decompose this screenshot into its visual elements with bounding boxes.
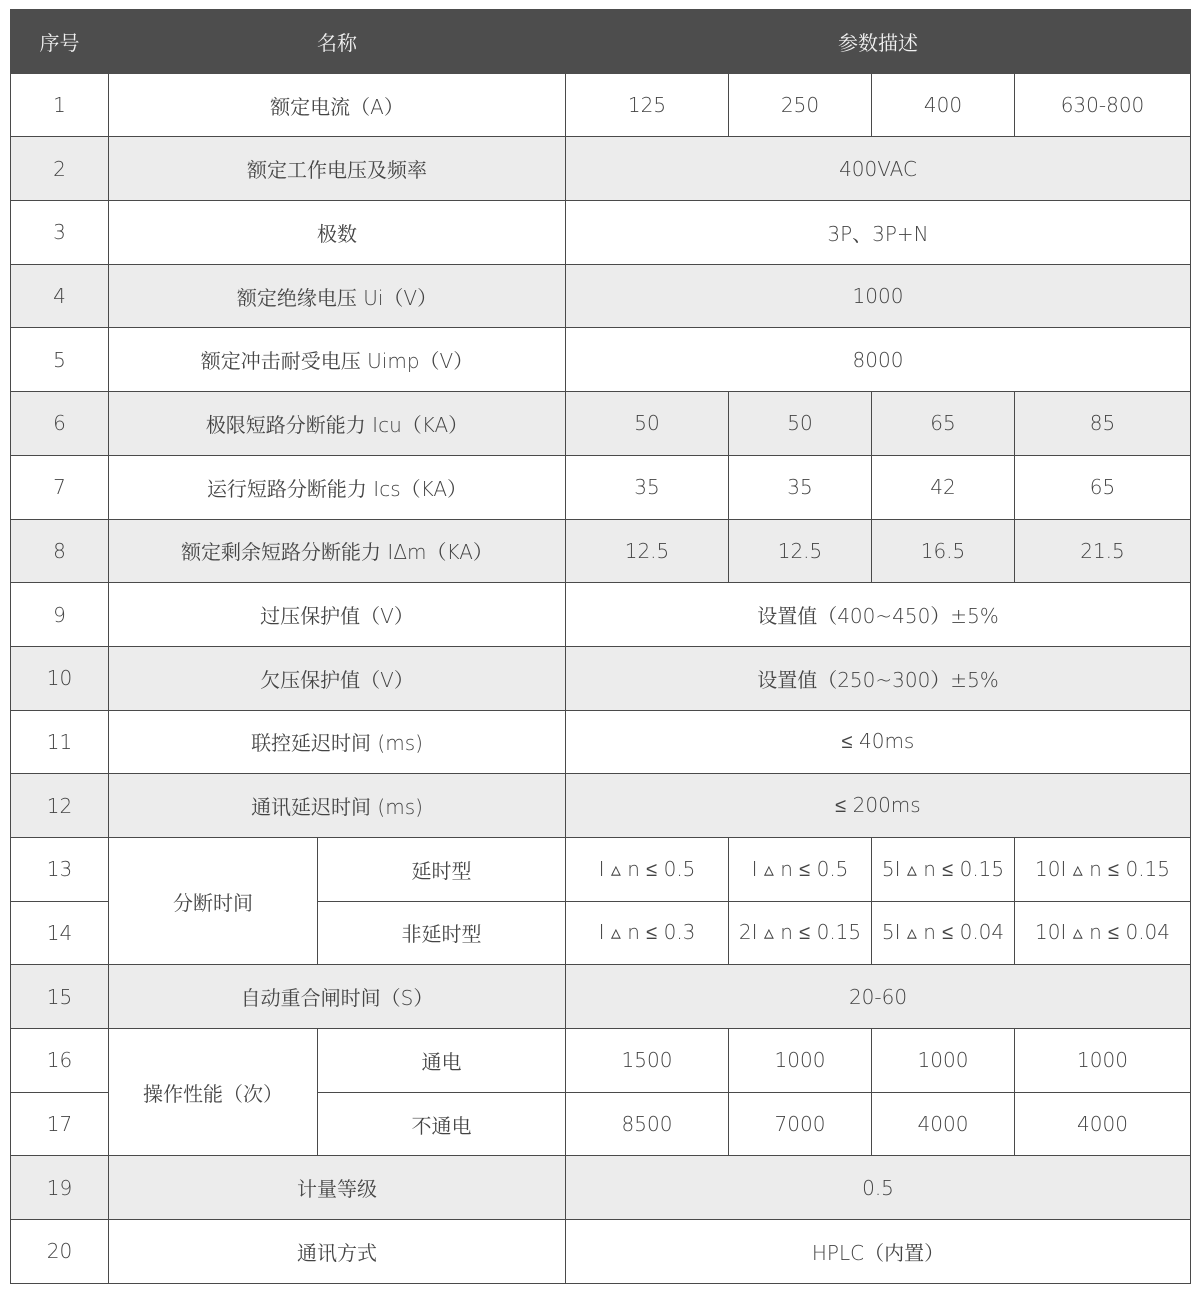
- row-value: 65: [872, 392, 1015, 456]
- row-no: 1: [11, 73, 109, 137]
- table-row: [11, 201, 1191, 265]
- row-value: 1000: [729, 1029, 872, 1093]
- row-value: HPLC（内置）: [566, 1220, 1191, 1284]
- row-value: 125: [566, 73, 729, 137]
- header-desc: 参数描述: [566, 10, 1191, 74]
- row-value: I ▵ n ≤ 0.5: [566, 837, 729, 901]
- row-name: 额定冲击耐受电压 Uimp（V）: [109, 328, 566, 392]
- row-value: 42: [872, 455, 1015, 519]
- row-no: 4: [11, 264, 109, 328]
- table-row: [11, 392, 1191, 456]
- row-no: 16: [11, 1029, 109, 1093]
- row-no: 20: [11, 1220, 109, 1284]
- row-no: 9: [11, 583, 109, 647]
- row-sub-name: 非延时型: [318, 901, 566, 965]
- table-row: [11, 1156, 1191, 1220]
- row-value: 4000: [1015, 1092, 1191, 1156]
- row-value: 50: [729, 392, 872, 456]
- row-name: 计量等级: [109, 1156, 566, 1220]
- row-value: 设置值（400~450）±5%: [566, 583, 1191, 647]
- table-row: [11, 710, 1191, 774]
- table-row: [11, 583, 1191, 647]
- row-no: 3: [11, 201, 109, 265]
- row-value: 1500: [566, 1029, 729, 1093]
- row-value: 12.5: [566, 519, 729, 583]
- row-value: 35: [566, 455, 729, 519]
- table-row: [11, 137, 1191, 201]
- row-value: 50: [566, 392, 729, 456]
- row-value: 250: [729, 73, 872, 137]
- row-name: 通讯方式: [109, 1220, 566, 1284]
- row-no: 5: [11, 328, 109, 392]
- row-value: 4000: [872, 1092, 1015, 1156]
- row-value: 设置值（250~300）±5%: [566, 646, 1191, 710]
- row-value: 10I ▵ n ≤ 0.04: [1015, 901, 1191, 965]
- row-value: 630-800: [1015, 73, 1191, 137]
- row-value: 16.5: [872, 519, 1015, 583]
- row-value: 21.5: [1015, 519, 1191, 583]
- row-group-name: 操作性能（次）: [109, 1029, 318, 1156]
- row-value: 1000: [872, 1029, 1015, 1093]
- row-value: ≤ 200ms: [566, 774, 1191, 838]
- row-no: 15: [11, 965, 109, 1029]
- row-value: 2I ▵ n ≤ 0.15: [729, 901, 872, 965]
- row-name: 过压保护值（V）: [109, 583, 566, 647]
- row-no: 10: [11, 646, 109, 710]
- table-row: [11, 519, 1191, 583]
- row-no: 14: [11, 901, 109, 965]
- row-no: 7: [11, 455, 109, 519]
- table-row: [11, 774, 1191, 838]
- row-no: 13: [11, 837, 109, 901]
- row-value: 400VAC: [566, 137, 1191, 201]
- row-no: 11: [11, 710, 109, 774]
- row-name: 极数: [109, 201, 566, 265]
- row-value: 3P、3P+N: [566, 201, 1191, 265]
- row-value: 5I ▵ n ≤ 0.04: [872, 901, 1015, 965]
- row-value: ≤ 40ms: [566, 710, 1191, 774]
- row-value: 8500: [566, 1092, 729, 1156]
- row-name: 极限短路分断能力 Icu（KA）: [109, 392, 566, 456]
- row-name: 额定剩余短路分断能力 IΔm（KA）: [109, 519, 566, 583]
- row-no: 8: [11, 519, 109, 583]
- table-row: [11, 73, 1191, 137]
- row-value: 5I ▵ n ≤ 0.15: [872, 837, 1015, 901]
- row-no: 6: [11, 392, 109, 456]
- row-value: 7000: [729, 1092, 872, 1156]
- row-value: 12.5: [729, 519, 872, 583]
- row-value: 20-60: [566, 965, 1191, 1029]
- row-sub-name: 不通电: [318, 1092, 566, 1156]
- table-row: [11, 646, 1191, 710]
- table-row: [11, 965, 1191, 1029]
- table-row: [11, 264, 1191, 328]
- table-row: [11, 328, 1191, 392]
- row-name: 额定绝缘电压 Ui（V）: [109, 264, 566, 328]
- row-name: 通讯延迟时间 (ms): [109, 774, 566, 838]
- table-header-row: [11, 10, 1191, 74]
- row-name: 额定工作电压及频率: [109, 137, 566, 201]
- row-group-name: 分断时间: [109, 837, 318, 964]
- row-no: 17: [11, 1092, 109, 1156]
- row-no: 19: [11, 1156, 109, 1220]
- table-row: [11, 837, 1191, 901]
- row-value: 1000: [566, 264, 1191, 328]
- table-row: [11, 1220, 1191, 1284]
- row-value: 0.5: [566, 1156, 1191, 1220]
- row-value: 400: [872, 73, 1015, 137]
- row-no: 12: [11, 774, 109, 838]
- row-value: 65: [1015, 455, 1191, 519]
- row-value: 85: [1015, 392, 1191, 456]
- row-sub-name: 延时型: [318, 837, 566, 901]
- row-value: I ▵ n ≤ 0.3: [566, 901, 729, 965]
- row-value: 35: [729, 455, 872, 519]
- row-no: 2: [11, 137, 109, 201]
- row-value: 1000: [1015, 1029, 1191, 1093]
- row-name: 额定电流（A）: [109, 73, 566, 137]
- header-name: 名称: [109, 10, 566, 74]
- header-no: 序号: [11, 10, 109, 74]
- row-value: 10I ▵ n ≤ 0.15: [1015, 837, 1191, 901]
- row-name: 联控延迟时间 (ms): [109, 710, 566, 774]
- row-name: 自动重合闸时间（S）: [109, 965, 566, 1029]
- row-name: 运行短路分断能力 Ics（KA）: [109, 455, 566, 519]
- spec-table: [10, 9, 1191, 1284]
- row-name: 欠压保护值（V）: [109, 646, 566, 710]
- row-value: 8000: [566, 328, 1191, 392]
- row-value: I ▵ n ≤ 0.5: [729, 837, 872, 901]
- row-sub-name: 通电: [318, 1029, 566, 1093]
- table-row: [11, 455, 1191, 519]
- table-row: [11, 1029, 1191, 1093]
